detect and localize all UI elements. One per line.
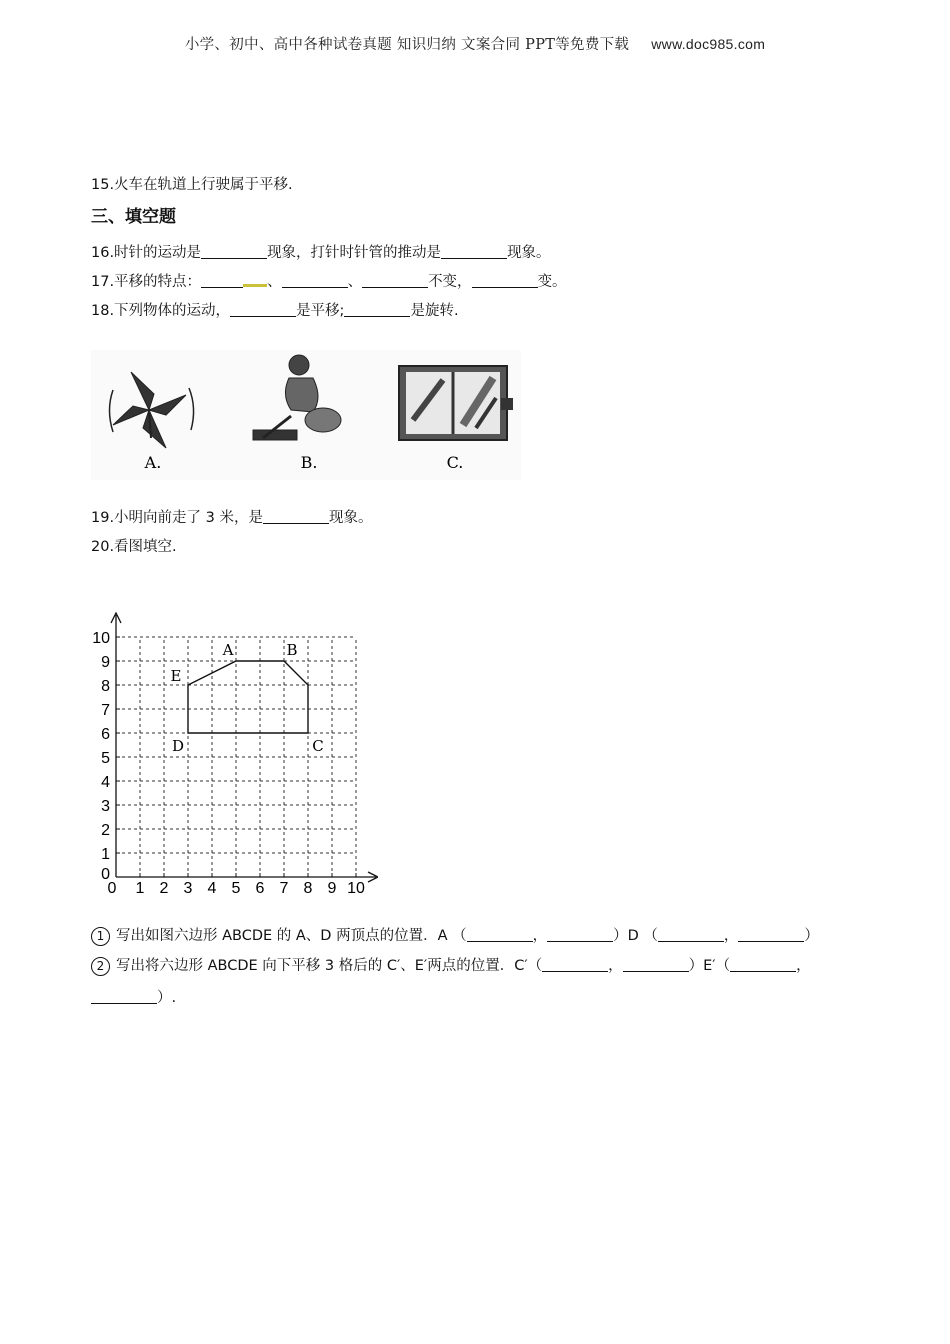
y-tick-label: 5 <box>101 750 110 767</box>
y-tick-label: 1 <box>101 846 110 863</box>
answer-blank[interactable] <box>623 957 689 972</box>
y-tick-label: 9 <box>101 654 110 671</box>
answer-blank[interactable] <box>730 957 796 972</box>
vertex-label-d: D <box>171 737 185 755</box>
circled-number-2: 2 <box>91 957 110 976</box>
sub1-end: ） <box>804 928 819 944</box>
q16-prefix: 16.时针的运动是 <box>91 245 202 261</box>
sub1-mid: ）D （ <box>613 928 658 944</box>
vertex-label-a: A <box>222 641 234 659</box>
x-tick-label: 0 <box>107 880 117 897</box>
vertex-label-e: E <box>170 667 182 685</box>
answer-blank[interactable] <box>738 927 804 942</box>
pinwheel-picture <box>110 372 194 448</box>
coordinate-grid-figure <box>88 612 378 906</box>
hexagon-shape <box>188 661 308 733</box>
x-tick-label: 1 <box>135 880 145 897</box>
x-tick-label: 6 <box>255 880 265 897</box>
y-tick-label: 3 <box>101 798 110 815</box>
answer-blank[interactable] <box>201 273 243 288</box>
answer-blank[interactable] <box>467 927 533 942</box>
circled-number-1: 1 <box>91 927 110 946</box>
x-tick-label: 7 <box>279 880 289 897</box>
answer-blank[interactable] <box>201 244 267 259</box>
question-18 <box>91 301 459 321</box>
q17-mid: 不变， <box>428 274 472 290</box>
header-text: 小学、初中、高中各种试卷真题 知识归纳 文案合同 PPT等免费下载 <box>184 37 630 53</box>
picture-label-a: A. <box>144 453 162 472</box>
highlight-mark <box>243 272 267 287</box>
question-20: 20.看图填空. <box>91 539 177 555</box>
picture-label-b: B. <box>300 453 318 472</box>
page-header <box>0 33 950 54</box>
sub2-mid: ）E′（ <box>688 958 731 974</box>
y-tick-label: 4 <box>101 774 110 791</box>
child-pushing-toy-picture <box>253 355 341 440</box>
sub-question-2 <box>91 956 811 976</box>
y-tick-label: 10 <box>92 630 110 647</box>
q19-prefix: 19.小明向前走了 3 米，是 <box>91 510 264 526</box>
x-tick-label: 3 <box>183 880 193 897</box>
vertex-label-b: B <box>286 641 298 659</box>
sub2-end: ）. <box>157 990 177 1006</box>
x-tick-label: 8 <box>303 880 313 897</box>
q18-images <box>91 350 521 480</box>
q19-suffix: 现象。 <box>329 510 373 526</box>
q17-prefix: 17.平移的特点： <box>91 274 202 290</box>
answer-blank[interactable] <box>263 509 329 524</box>
y-tick-label: 2 <box>101 822 110 839</box>
q17-suffix: 变。 <box>537 274 567 290</box>
sub-question-2-cont <box>91 988 176 1008</box>
q18-prefix: 18.下列物体的运动， <box>91 303 231 319</box>
y-tick-label: 7 <box>101 702 110 719</box>
answer-blank[interactable] <box>362 273 428 288</box>
sub2-comma1: ， <box>608 958 623 974</box>
answer-blank[interactable] <box>91 989 157 1004</box>
y-tick-label: 6 <box>101 726 110 743</box>
header-site[interactable]: www.doc985.com <box>651 36 766 52</box>
question-15: 15.火车在轨道上行驶属于平移. <box>91 177 293 193</box>
x-tick-label: 9 <box>327 880 337 897</box>
sub2-text: 写出将六边形 ABCDE 向下平移 3 格后的 C′、E′两点的位置．C′（ <box>116 958 543 974</box>
question-16 <box>91 243 551 263</box>
sliding-window-picture <box>399 366 513 440</box>
answer-blank[interactable] <box>542 957 608 972</box>
y-tick-label: 0 <box>101 866 110 883</box>
sub1-comma1: ， <box>532 928 548 944</box>
q18-mid: 是平移; <box>296 303 345 319</box>
coordinate-grid <box>88 612 378 902</box>
sub2-comma2: ， <box>796 958 811 974</box>
section-title-fill-blank: 三、填空题 <box>91 207 176 227</box>
question-19 <box>91 508 373 528</box>
answer-blank[interactable] <box>472 273 538 288</box>
answer-blank[interactable] <box>282 273 348 288</box>
x-tick-label: 2 <box>159 880 169 897</box>
x-tick-label: 5 <box>231 880 241 897</box>
q18-suffix: 是旋转. <box>410 303 459 319</box>
sub1-text: 写出如图六边形 ABCDE 的 A、D 两顶点的位置．A （ <box>116 928 467 944</box>
answer-blank[interactable] <box>230 302 296 317</box>
answer-blank[interactable] <box>441 244 507 259</box>
question-17 <box>91 272 567 292</box>
x-tick-label: 10 <box>347 880 365 897</box>
q16-mid: 现象，打针时针管的推动是 <box>267 245 442 261</box>
answer-blank[interactable] <box>658 927 724 942</box>
q17-sep1: 、 <box>267 274 282 290</box>
y-tick-label: 8 <box>101 678 110 695</box>
sub-question-1 <box>91 926 819 946</box>
sub1-comma2: ， <box>723 928 739 944</box>
picture-label-c: C. <box>446 453 464 472</box>
answer-blank[interactable] <box>344 302 410 317</box>
x-tick-label: 4 <box>207 880 217 897</box>
answer-blank[interactable] <box>547 927 613 942</box>
q17-sep2: 、 <box>347 274 363 290</box>
vertex-label-c: C <box>312 737 324 755</box>
q16-suffix: 现象。 <box>507 245 551 261</box>
